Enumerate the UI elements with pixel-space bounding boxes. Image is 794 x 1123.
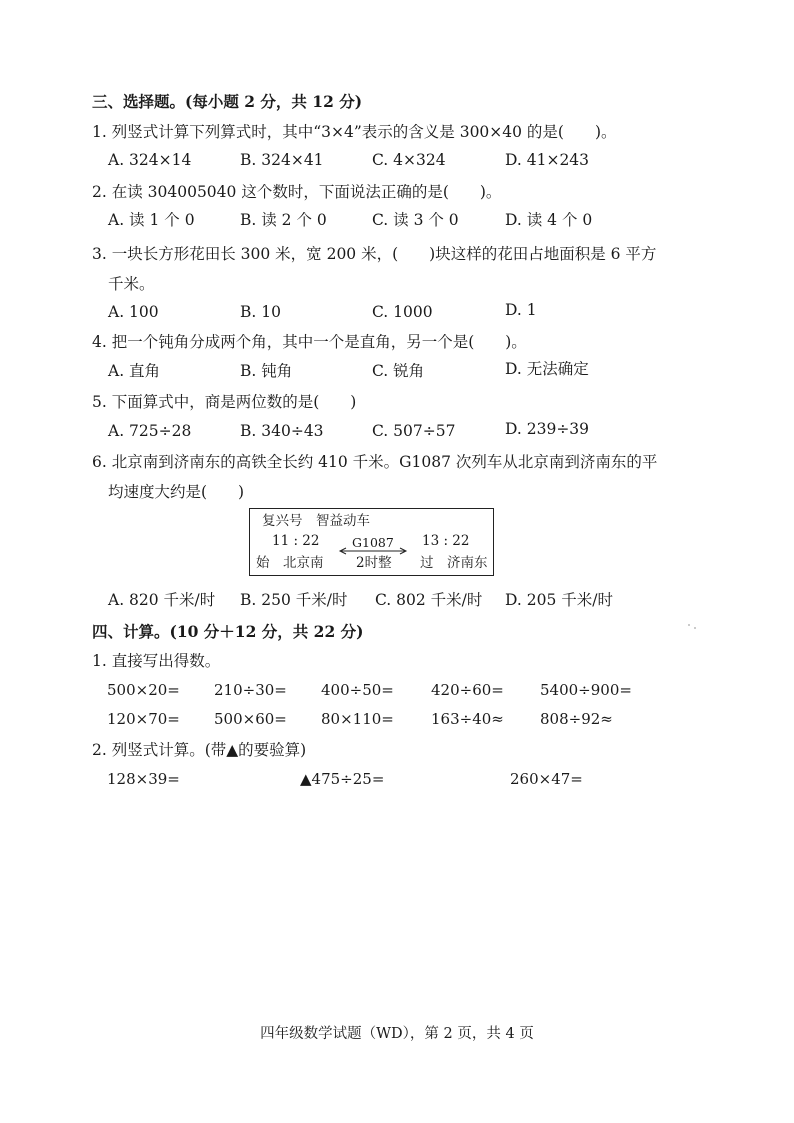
question-6-text-cont: 均速度大约是( ) bbox=[108, 483, 245, 501]
calc-item: 163÷40≈ bbox=[431, 710, 504, 728]
calc-item: 808÷92≈ bbox=[540, 710, 613, 728]
calc-q1-title: 1. 直接写出得数。 bbox=[92, 652, 221, 670]
q2-option-d: D. 读 4 个 0 bbox=[505, 211, 593, 229]
calc-item: 120×70= bbox=[107, 710, 180, 728]
q1-option-b: B. 324×41 bbox=[240, 151, 324, 169]
calc-q2-title: 2. 列竖式计算。(带▲的要验算) bbox=[92, 741, 307, 759]
q4-option-d: D. 无法确定 bbox=[505, 360, 589, 378]
q4-option-c: C. 锐角 bbox=[372, 362, 425, 380]
question-1-text: 1. 列竖式计算下列算式时，其中“3×4”表示的含义是 300×40 的是( )。 bbox=[92, 123, 617, 141]
ticket-header: 复兴号 智益动车 bbox=[262, 513, 370, 529]
question-5-text: 5. 下面算式中，商是两位数的是( ) bbox=[92, 393, 357, 411]
page-footer: 四年级数学试题（WD），第 2 页，共 4 页 bbox=[260, 1026, 534, 1042]
q5-option-a: A. 725÷28 bbox=[108, 422, 192, 440]
calc-item: 80×110= bbox=[321, 710, 394, 728]
q2-option-a: A. 读 1 个 0 bbox=[108, 211, 195, 229]
vertical-calc-item: 260×47= bbox=[510, 770, 583, 788]
q5-option-c: C. 507÷57 bbox=[372, 422, 456, 440]
ticket-from-station: 始 北京南 bbox=[256, 555, 324, 571]
section-3-title: 三、选择题。(每小题 2 分，共 12 分) bbox=[92, 92, 363, 111]
calc-item: 210÷30= bbox=[214, 681, 287, 699]
q3-option-c: C. 1000 bbox=[372, 303, 433, 321]
calc-item: 5400÷900= bbox=[540, 681, 632, 699]
q1-option-c: C. 4×324 bbox=[372, 151, 446, 169]
calc-item: 500×60= bbox=[214, 710, 287, 728]
q3-option-d: D. 1 bbox=[505, 301, 537, 319]
question-2-text: 2. 在读 304005040 这个数时，下面说法正确的是( )。 bbox=[92, 183, 502, 201]
ticket-to-station: 过 济南东 bbox=[420, 555, 488, 571]
question-3-text: 3. 一块长方形花田长 300 米，宽 200 米，( )块这样的花田占地面积是 6 平方 bbox=[92, 245, 657, 263]
q2-option-c: C. 读 3 个 0 bbox=[372, 211, 459, 229]
vertical-calc-item: ▲475÷25= bbox=[300, 770, 385, 788]
q5-option-d: D. 239÷39 bbox=[505, 420, 590, 438]
question-6-text: 6. 北京南到济南东的高铁全长约 410 千米。G1087 次列车从北京南到济南东的平 bbox=[92, 453, 658, 471]
question-4-text: 4. 把一个钝角分成两个角，其中一个是直角，另一个是( )。 bbox=[92, 333, 527, 351]
q4-option-a: A. 直角 bbox=[108, 362, 161, 380]
q1-option-a: A. 324×14 bbox=[108, 151, 192, 169]
q6-option-a: A. 820 千米/时 bbox=[108, 591, 216, 609]
vertical-calc-item: 128×39= bbox=[107, 770, 180, 788]
q2-option-b: B. 读 2 个 0 bbox=[240, 211, 327, 229]
question-3-text-cont: 千米。 bbox=[108, 275, 155, 293]
train-ticket bbox=[249, 508, 494, 576]
section-4-title: 四、计算。(10 分＋12 分，共 22 分) bbox=[92, 622, 364, 641]
calc-item: 420÷60= bbox=[431, 681, 504, 699]
ticket-depart-time: 11 : 22 bbox=[272, 533, 320, 549]
arrow-icon bbox=[338, 547, 408, 555]
q6-option-c: C. 802 千米/时 bbox=[375, 591, 483, 609]
q1-option-d: D. 41×243 bbox=[505, 151, 590, 169]
q4-option-b: B. 钝角 bbox=[240, 362, 293, 380]
ticket-train-number: G1087 bbox=[352, 535, 394, 550]
q6-option-b: B. 250 千米/时 bbox=[240, 591, 348, 609]
scan-speck bbox=[694, 627, 696, 629]
ticket-duration: 2时整 bbox=[356, 555, 392, 571]
calc-item: 500×20= bbox=[107, 681, 180, 699]
q6-option-d: D. 205 千米/时 bbox=[505, 591, 613, 609]
scan-speck bbox=[688, 624, 690, 626]
q3-option-a: A. 100 bbox=[108, 303, 159, 321]
q3-option-b: B. 10 bbox=[240, 303, 281, 321]
calc-item: 400÷50= bbox=[321, 681, 394, 699]
q5-option-b: B. 340÷43 bbox=[240, 422, 324, 440]
ticket-arrive-time: 13 : 22 bbox=[422, 533, 470, 549]
